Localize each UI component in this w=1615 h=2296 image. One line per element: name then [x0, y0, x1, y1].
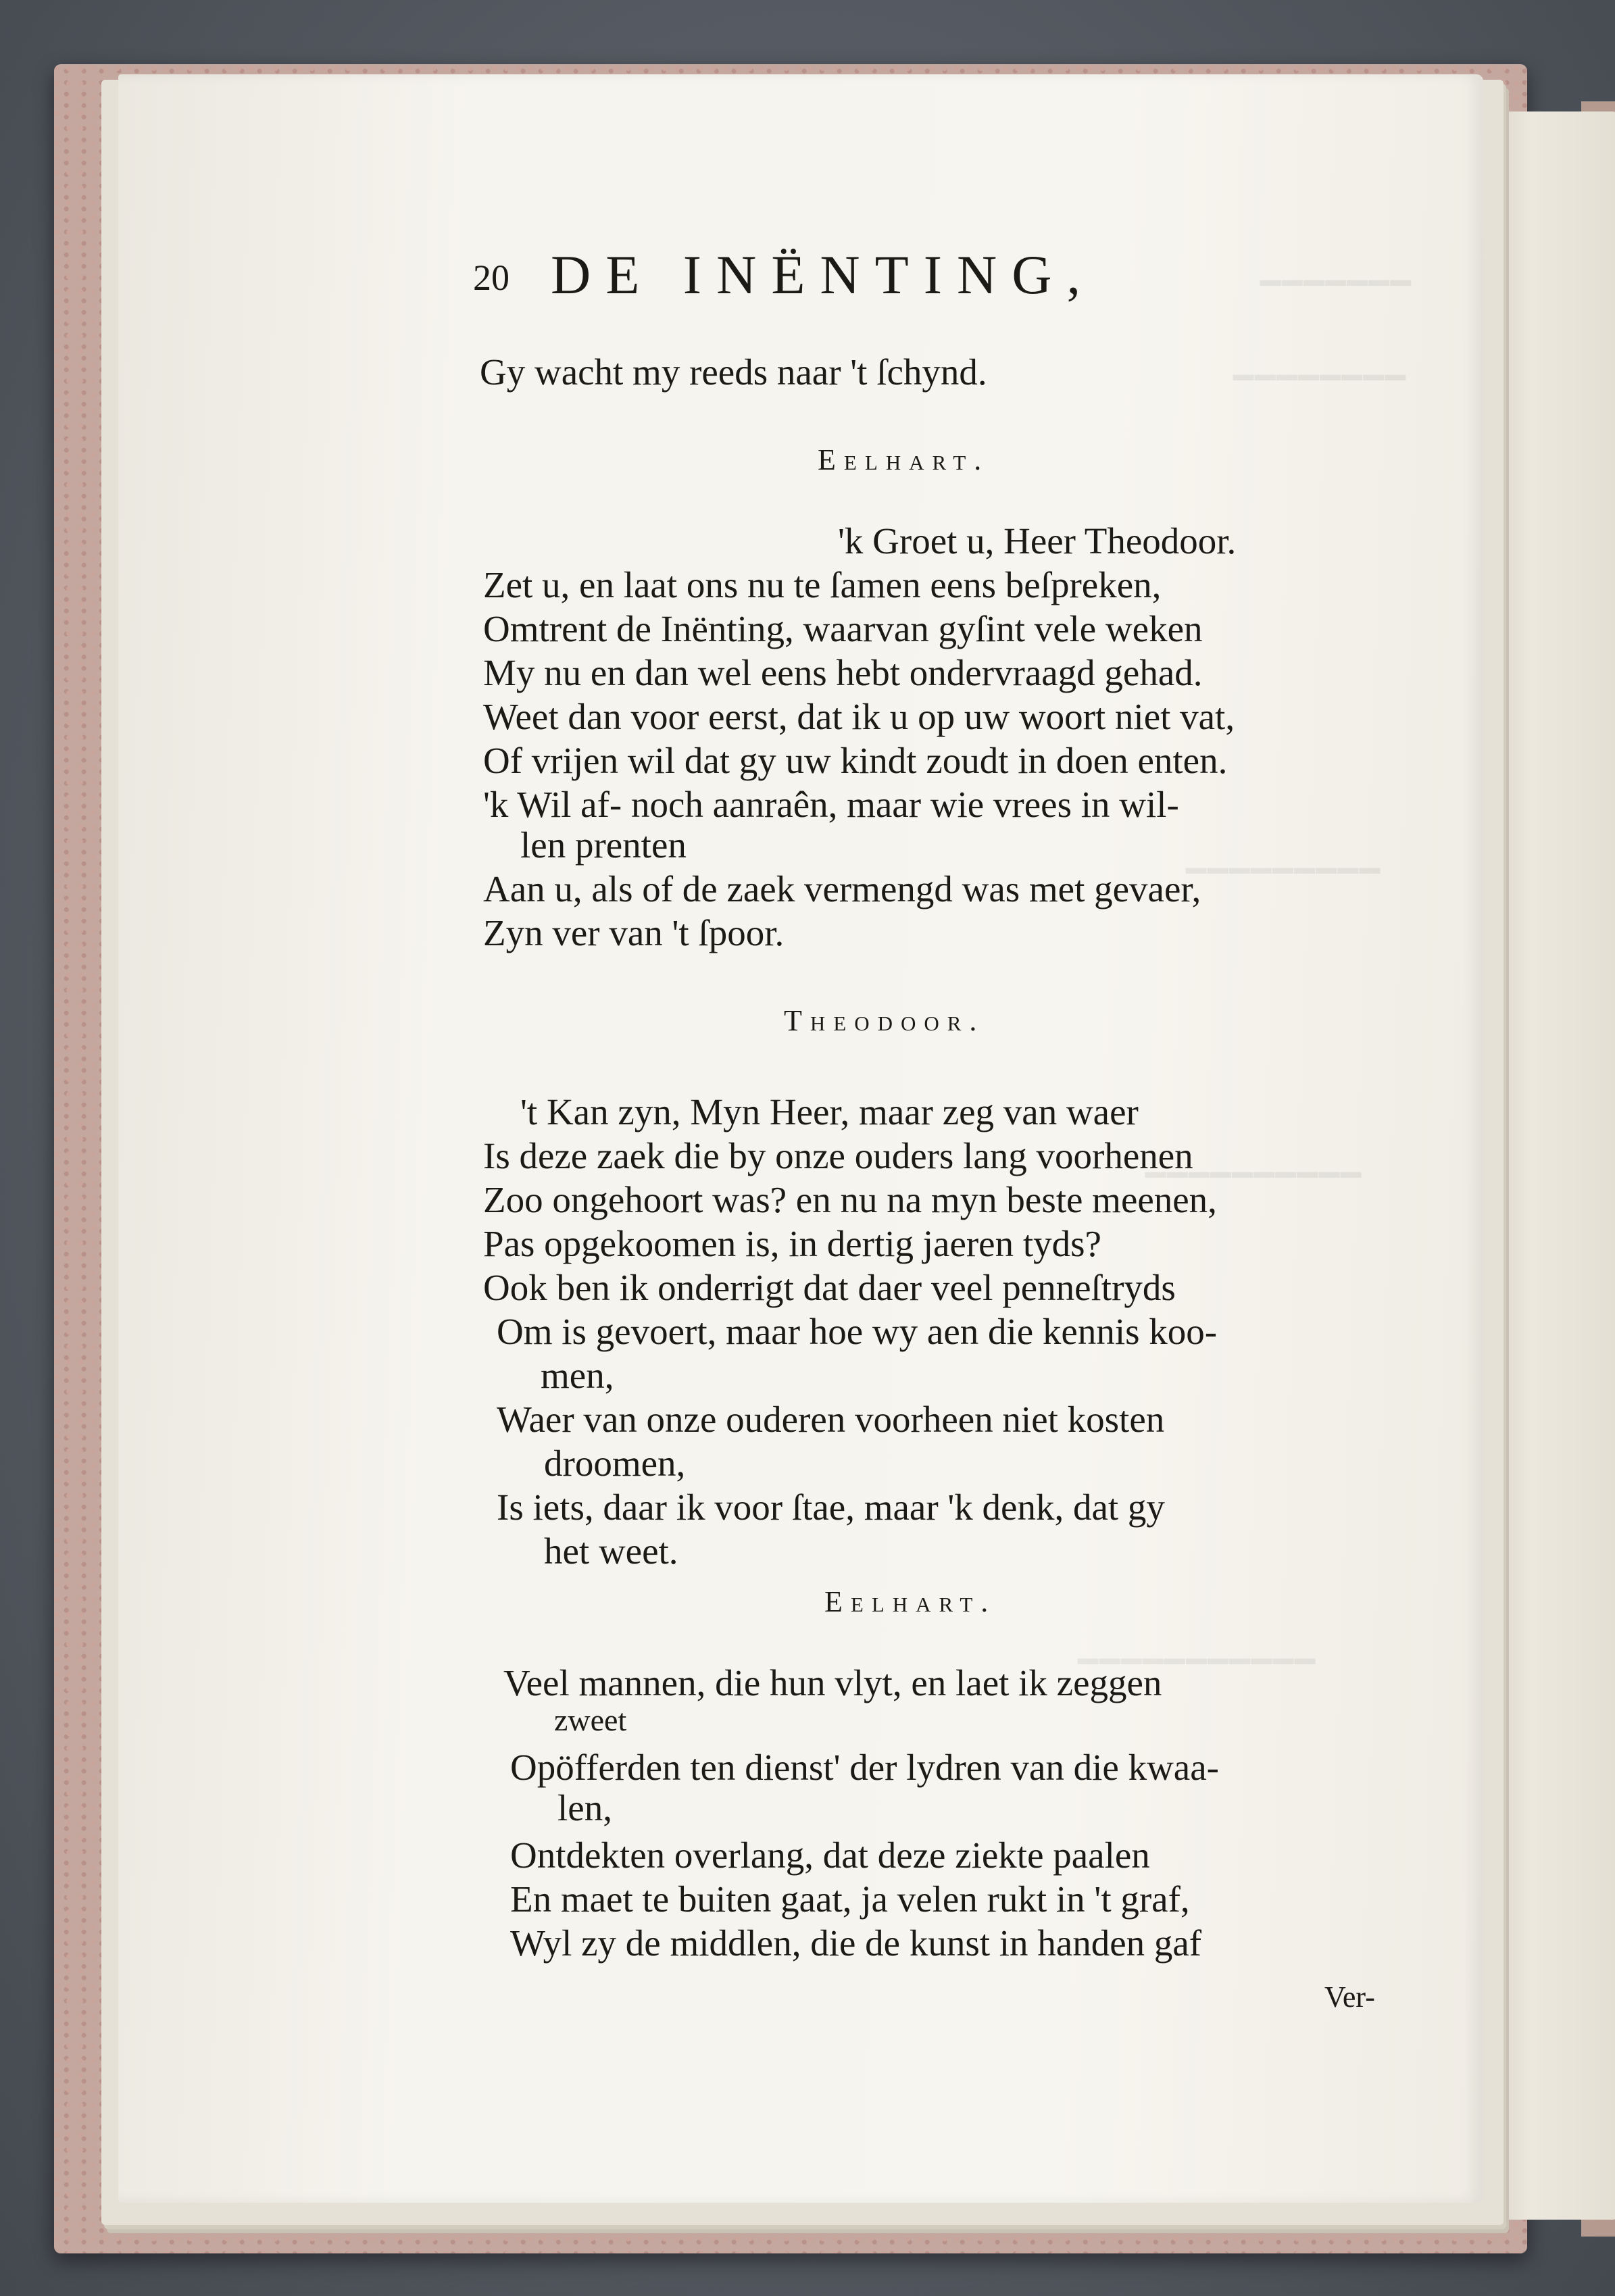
speaker-name: Eelhart. — [824, 1585, 997, 1618]
show-through-text: ━━━━━━━ — [1260, 264, 1412, 302]
catchword: Ver- — [1324, 1980, 1375, 2014]
verse-line: droomen, — [544, 1443, 686, 1484]
verse-line: Opöfferden ten dienst' der lydren van die kwaa- — [510, 1747, 1219, 1788]
show-through-text: ━━━━━━━━━━ — [1145, 1156, 1363, 1194]
verse-line: En maet te buiten gaat, ja velen rukt in 't graf, — [510, 1878, 1190, 1920]
verse-line: len prenten — [520, 824, 687, 866]
verse-line: Weet dan voor eerst, dat ik u op uw woort niet vat, — [483, 696, 1235, 737]
speaker-name: Eelhart. — [818, 443, 990, 476]
verse-line: zweet — [554, 1703, 627, 1737]
verse-line: Pas opgekoomen is, in dertig jaeren tyds? — [483, 1223, 1101, 1264]
page-header — [473, 243, 1419, 304]
verse-line: My nu en dan wel eens hebt ondervraagd gehad. — [483, 652, 1203, 693]
verse-line: Is deze zaek die by onze ouders lang voorhenen — [483, 1135, 1193, 1176]
page-number: 20 — [473, 257, 510, 298]
verse-line: Om is gevoert, maar hoe wy aen die kennis koo- — [497, 1311, 1218, 1352]
show-through-text: ━━━━━━━━━━━ — [1078, 1643, 1317, 1680]
verse-line: Is iets, daar ik voor ſtae, maar 'k denk, dat gy — [497, 1487, 1165, 1528]
verse-line: Of vrijen wil dat gy uw kindt zoudt in doen enten. — [483, 740, 1228, 781]
verse-line: Omtrent de Inënting, waarvan gyſint vele weken — [483, 608, 1203, 649]
verse-line: 'k Wil af- noch aanraên, maar wie vrees in wil- — [483, 784, 1179, 825]
speaker-name: Theodoor. — [784, 1004, 985, 1037]
verse-line: 't Kan zyn, Myn Heer, maar zeg van waer — [520, 1091, 1139, 1132]
running-title: DE INËNTING, — [551, 244, 1095, 305]
verse-line: Zoo ongehoort was? en nu na myn beste meenen, — [483, 1179, 1217, 1220]
verse-line: Ontdekten overlang, dat deze ziekte paalen — [510, 1835, 1150, 1876]
verse-line: 'k Groet u, Heer Theodoor. — [838, 520, 1237, 561]
verse-line: het weet. — [544, 1530, 678, 1572]
verse-line: Wyl zy de middlen, die de kunst in handen gaf — [510, 1922, 1202, 1964]
verse-line: Zyn ver van 't ſpoor. — [483, 912, 785, 953]
verse-line: Gy wacht my reeds naar 't ſchynd. — [480, 351, 987, 393]
verse-line: Zet u, en laat ons nu te ſamen eens beſpreken, — [483, 564, 1162, 605]
show-through-text: ━━━━━━━━━ — [1186, 852, 1381, 890]
verse-line: len, — [557, 1787, 612, 1828]
verse-line: Ook ben ik onderrigt dat daer veel penneſtryds — [483, 1267, 1176, 1308]
verse-line: Veel mannen, die hun vlyt, en laet ik zeggen — [503, 1662, 1162, 1703]
verse-line: men, — [541, 1355, 614, 1396]
show-through-text: ━━━━━━━━ — [1233, 359, 1407, 397]
verse-line: Aan u, als of de zaek vermengd was met gevaer, — [483, 868, 1201, 909]
verse-line: Waer van onze ouderen voorheen niet kosten — [497, 1399, 1165, 1440]
